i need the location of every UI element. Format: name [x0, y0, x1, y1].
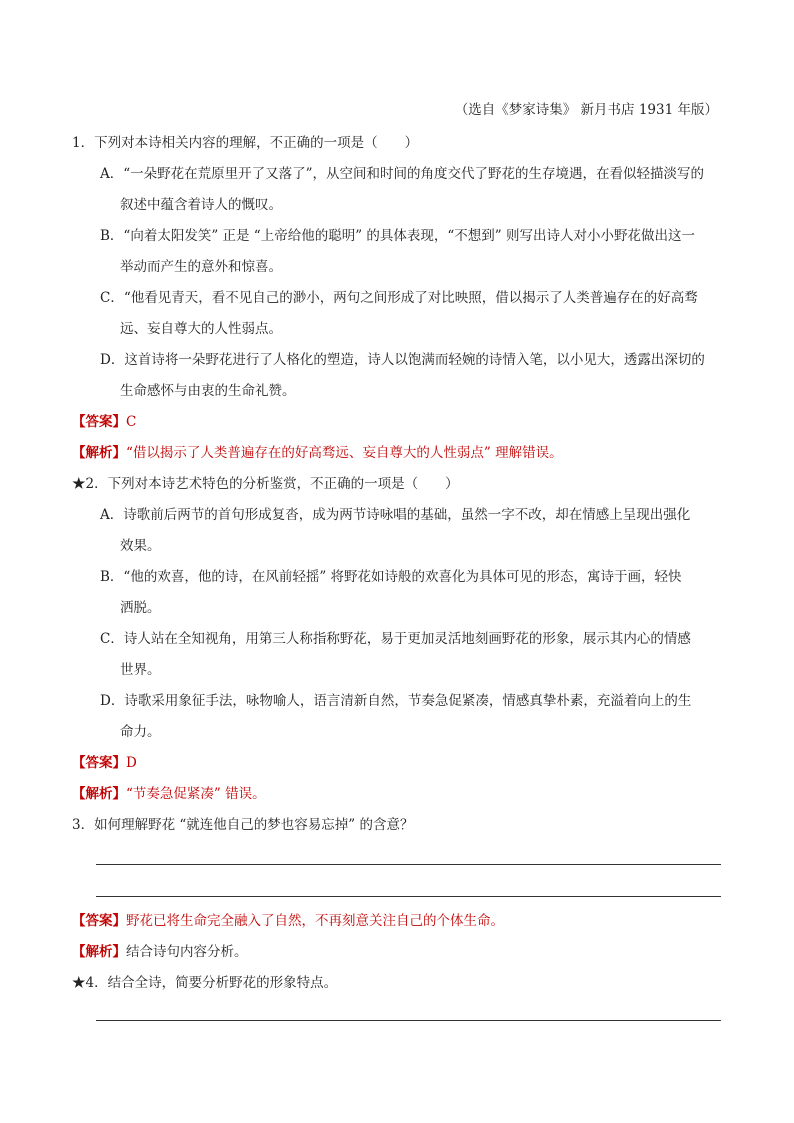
q1-option-a-line2: 叙述中蕴含着诗人的慨叹。 — [120, 197, 282, 213]
q1-analysis-text: “借以揭示了人类普遍存在的好高骛远、妄自尊大的人性弱点” 理解错误。 — [126, 445, 563, 461]
poem-source: （选自《梦家诗集》 新月书店 1931 年版） — [454, 102, 718, 118]
q2-analysis-tag: 【解析】 — [72, 786, 126, 802]
q2-option-a-line2: 效果。 — [120, 538, 161, 554]
q1-analysis — [72, 443, 563, 463]
q2-option-b-line2: 洒脱。 — [120, 600, 161, 616]
q1-option-d-line1: D．这首诗将一朵野花进行了人格化的塑造，诗人以饱满而轻婉的诗情入笔，以小见大，透露出深切的 — [100, 352, 705, 368]
q2-option-d-line2: 命力。 — [120, 724, 161, 740]
q1-answer — [72, 412, 136, 432]
q1-option-c — [100, 288, 724, 339]
q1-option-b-line1: B．“向着太阳发笑” 正是 “上帝给他的聪明” 的具体表现，“不想到” 则写出诗人对小小野花做出这一 — [100, 228, 695, 244]
q2-option-c — [100, 629, 724, 680]
q1-answer-value: C — [126, 414, 137, 430]
q2-answer-tag: 【答案】 — [72, 755, 126, 771]
q3-answer-value: 野花已将生命完全融入了自然，不再刻意关注自己的个体生命。 — [126, 913, 504, 929]
q3-analysis-tag: 【解析】 — [72, 944, 126, 960]
q1-option-b-line2: 举动而产生的意外和惊喜。 — [120, 259, 282, 275]
q1-option-c-line1: C．“他看见青天，看不见自己的渺小，两句之间形成了对比映照，借以揭示了人类普遍存在的好高骛 — [100, 290, 698, 306]
q2-option-a — [100, 505, 724, 556]
q1-option-c-line2: 远、妄自尊大的人性弱点。 — [120, 321, 282, 337]
q2-option-c-line2: 世界。 — [120, 662, 161, 678]
q4-answer-blank-line-1[interactable] — [96, 1020, 721, 1021]
question-3-stem: 3．如何理解野花 “就连他自己的梦也容易忘掉” 的含意？ — [72, 817, 414, 833]
q2-option-b-line1: B．“他的欢喜，他的诗，在风前轻摇” 将野花如诗般的欢喜化为具体可见的形态，寓诗于画，轻快 — [100, 569, 682, 585]
q2-option-c-line1: C．诗人站在全知视角，用第三人称指称野花，易于更加灵活地刻画野花的形象，展示其内心的情感 — [100, 631, 691, 647]
q2-analysis — [72, 784, 266, 804]
question-4-stem: ★4．结合全诗，简要分析野花的形象特点。 — [72, 975, 338, 991]
q1-answer-tag: 【答案】 — [72, 414, 126, 430]
q1-option-b — [100, 226, 724, 277]
q2-answer-value: D — [126, 755, 137, 771]
q3-answer — [72, 911, 504, 931]
q3-analysis — [72, 942, 248, 962]
q1-option-a-line1: A．“一朵野花在荒原里开了又落了”，从空间和时间的角度交代了野花的生存境遇，在看似轻描淡写的 — [100, 166, 705, 182]
q3-answer-blank-line-2[interactable] — [96, 896, 721, 897]
q1-option-d — [100, 350, 724, 401]
q2-option-b — [100, 567, 724, 618]
q2-option-d — [100, 691, 724, 742]
q3-answer-tag: 【答案】 — [72, 913, 126, 929]
q2-analysis-text: “节奏急促紧凑” 错误。 — [126, 786, 266, 802]
q3-analysis-text: 结合诗句内容分析。 — [126, 944, 248, 960]
question-2-stem: ★2．下列对本诗艺术特色的分析鉴赏，不正确的一项是（ ） — [72, 476, 459, 492]
q2-option-d-line1: D．诗歌采用象征手法，咏物喻人，语言清新自然，节奏急促紧凑，情感真挚朴素，充溢着向上的生 — [100, 693, 692, 709]
q2-option-a-line1: A．诗歌前后两节的首句形成复沓，成为两节诗咏唱的基础，虽然一字不改，却在情感上呈现出强化 — [100, 507, 691, 523]
q1-analysis-tag: 【解析】 — [72, 445, 126, 461]
q3-answer-blank-line-1[interactable] — [96, 864, 721, 865]
question-1-stem: 1．下列对本诗相关内容的理解，不正确的一项是（ ） — [72, 135, 419, 151]
q1-option-d-line2: 生命感怀与由衷的生命礼赞。 — [120, 383, 296, 399]
q2-answer — [72, 753, 137, 773]
q1-option-a — [100, 164, 724, 215]
